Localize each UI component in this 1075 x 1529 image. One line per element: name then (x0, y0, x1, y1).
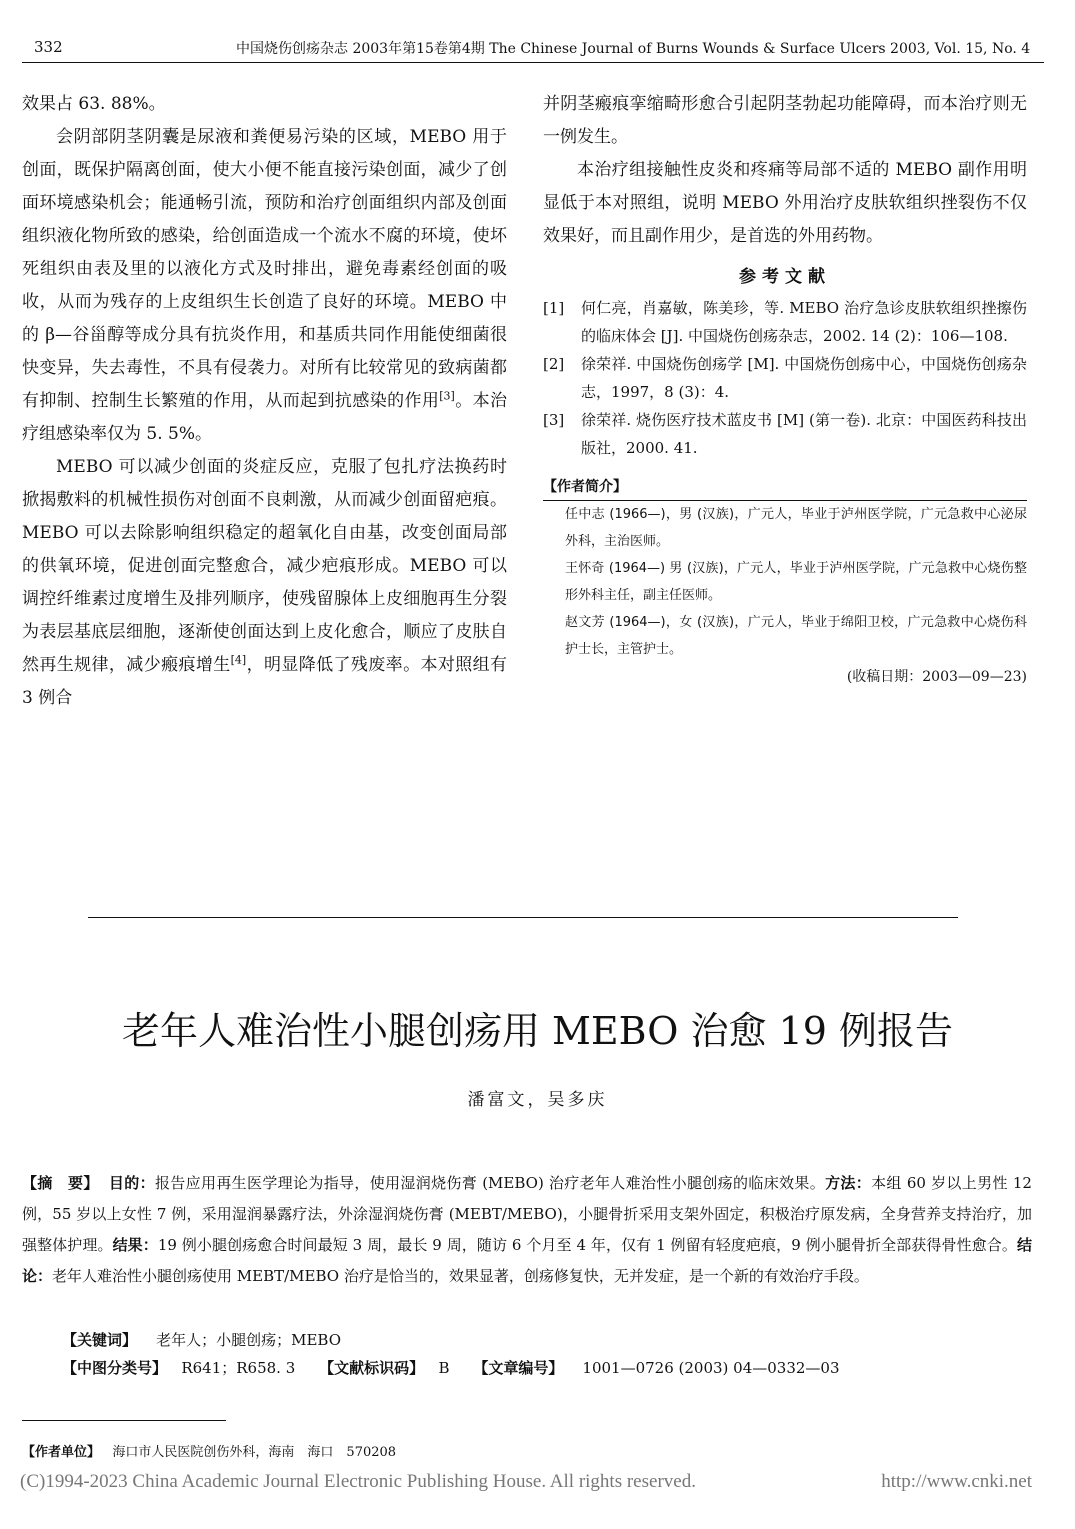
received-date: (收稿日期：2003—09—23) (846, 669, 1027, 685)
abstract-section-label: 结果： (112, 1236, 158, 1254)
abstract (22, 1168, 1032, 1292)
abstract-label: 【摘 要】 (22, 1174, 99, 1192)
reference-item (543, 294, 1027, 350)
paragraph-text: 会阴部阴茎阴囊是尿液和粪便易污染的区域，MEBO 用于创面，既保护隔离创面，使大小便不能直接污染创面，减少了创面环境感染机会；能通畅引流，预防和治疗创面组织内部及创面组织液化物所致的感染，给创面造成一个流水不腐的环境，使坏死组织由表及里的以液化方式及时排出，避免毒素经创面的吸收，从而为残存的上皮组织生长创造了良好的环境。MEBO 中的 β—谷甾醇等成分具有抗炎作用，和基质共同作用能使细菌很快变异，失去毒性，不具有侵袭力。对所有比较常见的致病菌都有抑制、控制生长繁殖的作用，从而起到抗感染的作用 (22, 127, 507, 411)
article-no-label: 【文章编号】 (473, 1359, 564, 1377)
reference-text: 徐荣祥. 烧伤医疗技术蓝皮书 [M] (第一卷). 北京：中国医药科技出版社，2000. 41. (581, 411, 1027, 457)
paragraph-text: 。本治疗组感染率仅为 5. 5%。 (22, 391, 508, 444)
author-bio: 王怀奇 (1964—) 男 (汉族)，广元人，毕业于泸州医学院，广元急救中心烧伤整形外科主任，副主任医师。 (565, 561, 1027, 603)
copyright-url[interactable]: http://www.cnki.net (881, 1471, 1032, 1492)
reference-number: [2] (543, 355, 565, 373)
reference-number: [3] (543, 411, 565, 429)
clc-label: 【中图分类号】 (62, 1359, 168, 1377)
affiliation-text: 海口市人民医院创伤外科，海南 海口 570208 (112, 1445, 397, 1460)
copyright-text: (C)1994-2023 China Academic Journal Electronic Publishing House. All rights reserved. (20, 1471, 696, 1492)
article-title: 老年人难治性小腿创疡用 MEBO 治愈 19 例报告 (121, 1009, 954, 1053)
paragraph (22, 121, 507, 451)
doc-code-label: 【文献标识码】 (319, 1359, 425, 1377)
copyright-watermark (20, 1471, 1040, 1493)
right-column (543, 88, 1027, 691)
reference-text: 徐荣祥. 中国烧伤创疡学 [M]. 中国烧伤创疡中心，中国烧伤创疡杂志，1997，8 (3)：4. (581, 355, 1027, 401)
doc-code-value: B (438, 1359, 450, 1377)
reference-item (543, 406, 1027, 462)
references-title: 参考文献 (739, 267, 831, 287)
abstract-section-label: 目的： (108, 1174, 155, 1192)
page-number: 332 (34, 38, 63, 56)
author-bio: 任中志 (1966—)，男 (汉族)，广元人，毕业于泸州医学院，广元急救中心泌尿外科，主治医师。 (565, 507, 1027, 549)
reference-text: 何仁亮，肖嘉敏，陈美珍，等. MEBO 治疗急诊皮肤软组织挫擦伤的临床体会 [J]. 中国烧伤创疡杂志，2002. 14 (2)：106—108. (581, 299, 1027, 345)
left-column (22, 88, 507, 715)
citation: [4] (230, 653, 247, 667)
author-bio: 赵文芳 (1964—)，女 (汉族)，广元人，毕业于绵阳卫校，广元急救中心烧伤科护士长，主管护士。 (565, 615, 1027, 657)
abstract-section-text: 老年人难治性小腿创疡使用 MEBT/MEBO 治疗是恰当的，效果显著，创疡修复快，无并发症，是一个新的有效治疗手段。 (52, 1267, 869, 1285)
clc-value: R641；R658. 3 (181, 1359, 296, 1377)
paragraph: 并阴茎瘢痕挛缩畸形愈合引起阴茎勃起功能障碍，而本治疗则无一例发生。 (543, 94, 1027, 147)
citation: [3] (439, 389, 455, 403)
paragraph: 本治疗组接触性皮炎和疼痛等局部不适的 MEBO 副作用明显低于本对照组，说明 MEBO 外用治疗皮肤软组织挫裂伤不仅效果好，而且副作用少，是首选的外用药物。 (543, 160, 1027, 246)
keywords-label: 【关键词】 (62, 1331, 138, 1349)
abstract-section-label: 结论： (22, 1236, 1032, 1285)
abstract-section-label: 方法： (825, 1174, 872, 1192)
affiliation-label: 【作者单位】 (22, 1445, 101, 1460)
abstract-section-text: 本组 60 岁以上男性 12 例，55 岁以上女性 7 例，采用湿润暴露疗法，外涂湿润烧伤膏 (MEBT/MEBO)，小腿骨折采用支架外固定，积极治疗原发病，全身营养支持治疗，加强整体护理。 (22, 1174, 1032, 1254)
classification-line (62, 1354, 1032, 1382)
paragraph-text: ，明显降低了残废率。本对照组有 3 例合 (22, 655, 507, 708)
author-affiliation (22, 1441, 396, 1460)
abstract-section-text: 报告应用再生医学理论为指导，使用湿润烧伤膏 (MEBO) 治疗老年人难治性小腿创疡的临床效果。 (154, 1174, 826, 1192)
paragraph: 效果占 63. 88%。 (22, 94, 166, 114)
section-divider (88, 917, 958, 918)
abstract-section-text: 19 例小腿创疡愈合时间最短 3 周，最长 9 周，随访 6 个月至 4 年，仅有 1 例留有轻度疤痕，9 例小腿骨折全部获得骨性愈合。 (157, 1236, 1017, 1254)
paragraph-text: MEBO 可以减少创面的炎症反应，克服了包扎疗法换药时掀揭敷料的机械性损伤对创面不良刺激，从而减少创面留疤痕。MEBO 可以去除影响组织稳定的超氧化自由基，改变创面局部的供氧环境，促进创面完整愈合，减少疤痕形成。MEBO 可以调控纤维素过度增生及排列顺序，使残留腺体上皮细胞再生分裂为表层基底层细胞，逐渐使创面达到上皮化愈合，顺应了皮肤自然再生规律，减少瘢痕增生 (22, 457, 507, 675)
paragraph (22, 451, 507, 715)
author-bio-title: 【作者简介】 (543, 476, 1027, 501)
header-rule (22, 62, 1044, 63)
keywords-line (62, 1326, 341, 1354)
keywords: 老年人；小腿创疡；MEBO (156, 1331, 342, 1349)
footnote-rule (22, 1420, 226, 1421)
article-no-value: 1001—0726 (2003) 04—0332—03 (582, 1359, 840, 1377)
reference-item (543, 350, 1027, 406)
article-authors: 潘富文，吴多庆 (467, 1090, 608, 1110)
journal-header: 中国烧伤创疡杂志 2003年第15卷第4期 The Chinese Journal of Burns Wounds & Surface Ulcers 2003, Vol. 15, No. 4 (236, 41, 1031, 57)
reference-number: [1] (543, 299, 565, 317)
